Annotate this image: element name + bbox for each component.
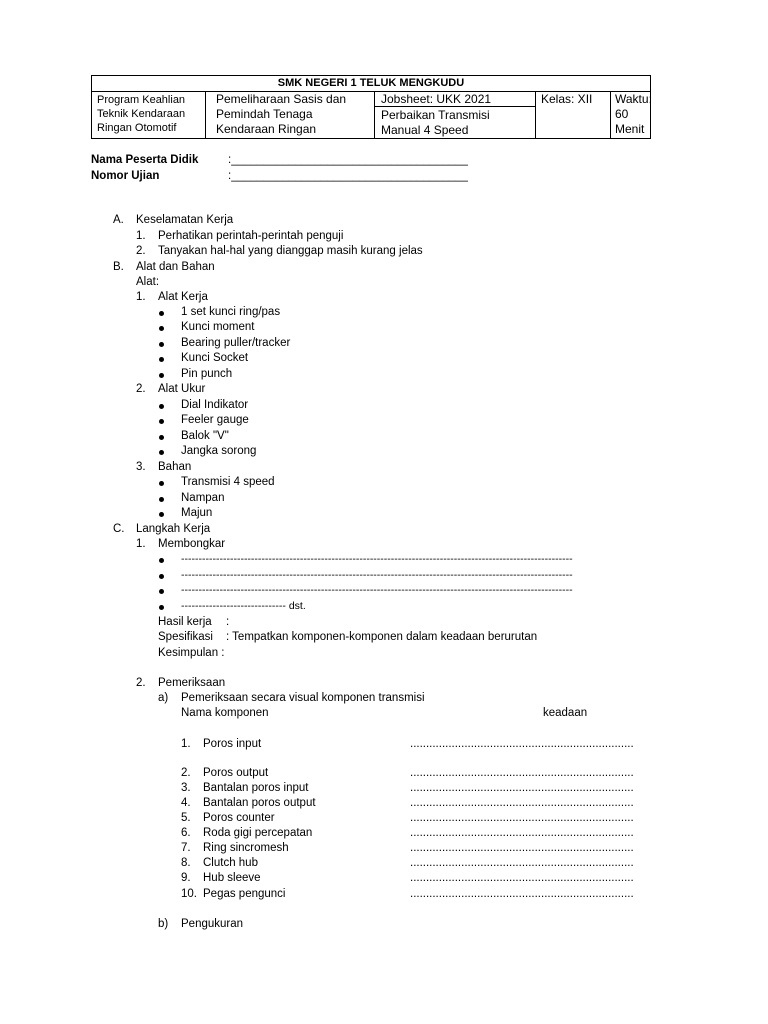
comp-name: Hub sleeve	[203, 872, 261, 884]
bullet-icon	[159, 574, 164, 579]
group-num: 3.	[136, 461, 146, 473]
bullet-icon	[159, 512, 164, 517]
name-label: Nama Peserta Didik	[91, 154, 199, 166]
bullet-icon	[159, 373, 164, 378]
waktu-line: Waktu:	[615, 92, 652, 106]
dash-line: ----------------------------------------------------------------------------------------------------------------	[181, 553, 573, 565]
comp-name: Bantalan poros input	[203, 782, 309, 794]
list-item: Transmisi 4 speed	[181, 476, 275, 488]
comp-dots[interactable]: ......................................................................	[410, 797, 634, 809]
comp-dots[interactable]: ......................................................................	[410, 857, 634, 869]
section-a-marker: A.	[113, 214, 124, 226]
bullet-icon	[159, 605, 164, 610]
job-line: Manual 4 Speed	[381, 123, 469, 137]
sub-b-marker: b)	[158, 918, 169, 930]
comp-num: 5.	[181, 812, 191, 824]
subject-line: Kendaraan Ringan	[216, 122, 317, 136]
kelas-label: Kelas: XII	[541, 92, 593, 106]
comp-name: Poros output	[203, 767, 269, 779]
program-line: Program Keahlian	[97, 94, 186, 106]
number-label: Nomor Ujian	[91, 170, 160, 182]
hasil-label: Hasil kerja	[158, 616, 212, 628]
list-item: 1 set kunci ring/pas	[181, 306, 281, 318]
comp-dots[interactable]: ......................................................................	[410, 767, 634, 779]
dash-line: ----------------------------------------------------------------------------------------------------------------	[181, 569, 573, 581]
bullet-icon	[159, 311, 164, 316]
comp-num: 3.	[181, 782, 191, 794]
list-item: Bearing puller/tracker	[181, 337, 291, 349]
sub-a-title: Pemeriksaan secara visual komponen transmisi	[181, 692, 425, 704]
list-item: Balok "V"	[181, 430, 229, 442]
list-item: Nampan	[181, 492, 225, 504]
list-num: 2.	[136, 245, 146, 257]
group-num: 2.	[136, 383, 146, 395]
group-title: Alat Kerja	[158, 291, 208, 303]
program-line: Ringan Otomotif	[97, 122, 177, 134]
comp-num: 7.	[181, 842, 191, 854]
comp-dots[interactable]: ......................................................................	[410, 827, 634, 839]
comp-dots[interactable]: ......................................................................	[410, 738, 634, 750]
list-item: Majun	[181, 507, 213, 519]
section-c-title: Langkah Kerja	[136, 523, 211, 535]
job-cell	[381, 108, 490, 138]
comp-num: 6.	[181, 827, 191, 839]
step-title: Pemeriksaan	[158, 677, 226, 689]
comp-dots[interactable]: ......................................................................	[410, 782, 634, 794]
bullet-icon	[159, 326, 164, 331]
waktu-line: 60 Menit	[615, 107, 645, 136]
group-title: Bahan	[158, 461, 192, 473]
kesimpulan-label: Kesimpulan :	[158, 647, 225, 659]
sub-b-title: Pengukuran	[181, 918, 244, 930]
jobsheet-label: Jobsheet: UKK 2021	[381, 92, 492, 106]
comp-dots[interactable]: ......................................................................	[410, 842, 634, 854]
comp-name: Roda gigi percepatan	[203, 827, 313, 839]
bullet-icon	[159, 419, 164, 424]
comp-name: Clutch hub	[203, 857, 258, 869]
bullet-icon	[159, 497, 164, 502]
bullet-icon	[159, 435, 164, 440]
program-line: Teknik Kendaraan	[97, 108, 186, 120]
bullet-icon	[159, 342, 164, 347]
section-b-marker: B.	[113, 261, 124, 273]
step-num: 1.	[136, 538, 146, 550]
group-title: Alat Ukur	[158, 383, 206, 395]
comp-name: Bantalan poros output	[203, 797, 316, 809]
bullet-icon	[159, 450, 164, 455]
comp-name: Pegas pengunci	[203, 888, 286, 900]
col-condition: keadaan	[543, 707, 588, 719]
subject-cell	[216, 92, 346, 137]
bullet-icon	[159, 404, 164, 409]
waktu-cell	[615, 92, 652, 137]
header-table	[91, 75, 651, 139]
list-item: Perhatikan perintah-perintah penguji	[158, 230, 344, 242]
comp-num: 1.	[181, 738, 191, 750]
comp-num: 10.	[181, 888, 197, 900]
comp-dots[interactable]: ......................................................................	[410, 812, 634, 824]
comp-name: Ring sincromesh	[203, 842, 289, 854]
comp-num: 2.	[181, 767, 191, 779]
step-title: Membongkar	[158, 538, 226, 550]
list-item: Feeler gauge	[181, 414, 249, 426]
list-item: Kunci Socket	[181, 352, 249, 364]
list-num: 1.	[136, 230, 146, 242]
spesifikasi-label: Spesifikasi	[158, 631, 213, 643]
hasil-colon: :	[226, 616, 230, 628]
list-item: Dial Indikator	[181, 399, 249, 411]
group-num: 1.	[136, 291, 146, 303]
subject-line: Pemeliharaan Sasis dan	[216, 92, 347, 106]
section-c-marker: C.	[113, 523, 125, 535]
section-a-title: Keselamatan Kerja	[136, 214, 234, 226]
section-b-title: Alat dan Bahan	[136, 261, 215, 273]
bullet-icon	[159, 357, 164, 362]
number-field[interactable]: :_____________________________________	[228, 170, 468, 182]
school-name: SMK NEGERI 1 TELUK MENGKUDU	[92, 76, 650, 92]
bullet-icon	[159, 589, 164, 594]
program-cell	[97, 93, 203, 135]
list-item: Pin punch	[181, 368, 233, 380]
name-field[interactable]: :_____________________________________	[228, 154, 468, 166]
comp-name: Poros counter	[203, 812, 275, 824]
dash-line-dst: ------------------------------ dst.	[181, 600, 306, 612]
comp-dots[interactable]: ......................................................................	[410, 872, 634, 884]
bullet-icon	[159, 558, 164, 563]
comp-num: 4.	[181, 797, 191, 809]
bullet-icon	[159, 481, 164, 486]
alat-label: Alat:	[136, 276, 160, 288]
list-item: Kunci moment	[181, 321, 255, 333]
col-component: Nama komponen	[181, 707, 269, 719]
comp-num: 9.	[181, 872, 191, 884]
comp-dots[interactable]: ......................................................................	[410, 888, 634, 900]
job-line: Perbaikan Transmisi	[381, 108, 490, 122]
list-item: Jangka sorong	[181, 445, 257, 457]
spesifikasi-value: : Tempatkan komponen-komponen dalam keadaan berurutan	[226, 631, 538, 643]
sub-a-marker: a)	[158, 692, 169, 704]
list-item: Tanyakan hal-hal yang dianggap masih kurang jelas	[158, 245, 423, 257]
dash-line: ----------------------------------------------------------------------------------------------------------------	[181, 584, 573, 596]
comp-name: Poros input	[203, 738, 262, 750]
comp-num: 8.	[181, 857, 191, 869]
subject-line: Pemindah Tenaga	[216, 107, 313, 121]
step-num: 2.	[136, 677, 146, 689]
